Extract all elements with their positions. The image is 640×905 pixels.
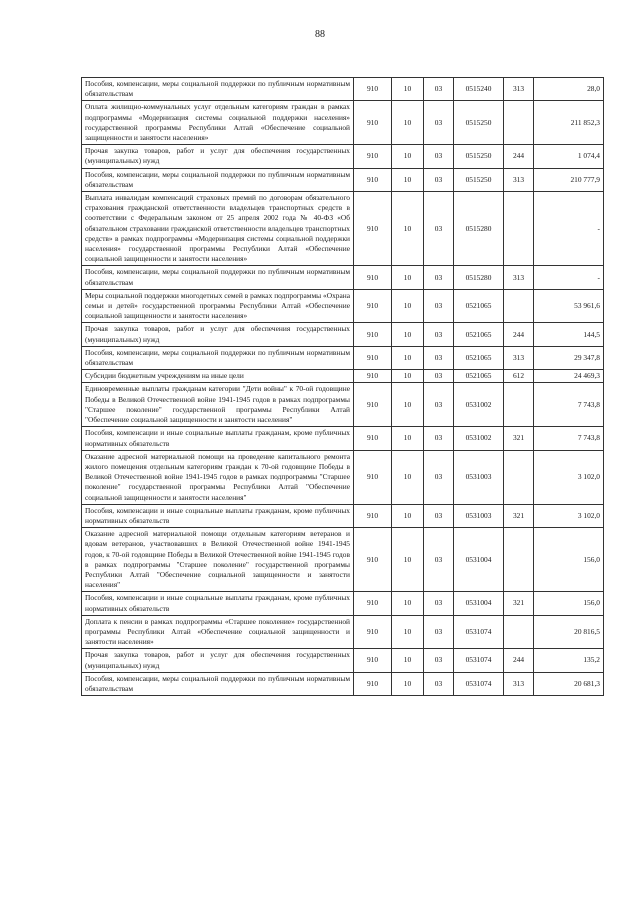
table-row: [82, 672, 604, 695]
row-expense-type-code: [504, 615, 534, 649]
row-ministry-code: 910: [354, 289, 392, 323]
table-row: [82, 383, 604, 427]
row-target-article-code: 0515250: [454, 168, 504, 191]
row-amount: 20 681,3: [534, 672, 604, 695]
row-amount: 28,0: [534, 78, 604, 101]
row-description: Пособия, компенсации, меры социальной поддержки по публичным нормативным обязательствам: [82, 78, 354, 101]
row-target-article-code: 0521065: [454, 289, 504, 323]
row-section-code: 10: [392, 383, 424, 427]
row-description: Доплата к пенсии в рамках подпрограммы «Старшее поколение» государственной программы Республики Алтай «Обеспечение социальной защищенности и занятости населения»: [82, 615, 354, 649]
budget-table: [81, 77, 604, 696]
row-description: Прочая закупка товаров, работ и услуг для обеспечения государственных (муниципальных) нужд: [82, 323, 354, 346]
row-section-code: 10: [392, 370, 424, 383]
row-section-code: 10: [392, 592, 424, 615]
row-subsection-code: 03: [424, 266, 454, 289]
row-amount: 3 102,0: [534, 504, 604, 527]
row-expense-type-code: 244: [504, 145, 534, 168]
row-section-code: 10: [392, 192, 424, 266]
row-subsection-code: 03: [424, 450, 454, 504]
row-expense-type-code: 313: [504, 168, 534, 191]
row-description: Выплата инвалидам компенсаций страховых премий по договорам обязательного страхования гражданской ответственности владельцев транспортных средств в соответствии с Федеральным законом от 25 апреля 2002 года № 40-ФЗ «Об обязательном страховании гражданской ответственности владельцев транспортных средств» в рамках подпрограммы «Модернизация системы социальной поддержки населения» государственной программы Республики Алтай «Обеспечение социальной защищенности и занятости населения»: [82, 192, 354, 266]
table-row: [82, 346, 604, 369]
row-ministry-code: 910: [354, 192, 392, 266]
row-ministry-code: 910: [354, 592, 392, 615]
row-ministry-code: 910: [354, 672, 392, 695]
row-subsection-code: 03: [424, 528, 454, 592]
row-section-code: 10: [392, 615, 424, 649]
row-expense-type-code: 321: [504, 504, 534, 527]
row-expense-type-code: 612: [504, 370, 534, 383]
row-subsection-code: 03: [424, 592, 454, 615]
row-ministry-code: 910: [354, 649, 392, 672]
row-subsection-code: 03: [424, 78, 454, 101]
row-expense-type-code: 244: [504, 323, 534, 346]
row-amount: 135,2: [534, 649, 604, 672]
table-row: [82, 615, 604, 649]
row-amount: 156,0: [534, 528, 604, 592]
table-row: [82, 323, 604, 346]
row-subsection-code: 03: [424, 649, 454, 672]
row-expense-type-code: 321: [504, 592, 534, 615]
row-ministry-code: 910: [354, 615, 392, 649]
row-target-article-code: 0531003: [454, 504, 504, 527]
table-row: [82, 649, 604, 672]
table-row: [82, 192, 604, 266]
row-expense-type-code: 321: [504, 427, 534, 450]
row-section-code: 10: [392, 289, 424, 323]
row-target-article-code: 0521065: [454, 346, 504, 369]
row-description: Пособия, компенсации, меры социальной поддержки по публичным нормативным обязательствам: [82, 168, 354, 191]
row-subsection-code: 03: [424, 370, 454, 383]
row-amount: 210 777,9: [534, 168, 604, 191]
row-target-article-code: 0515250: [454, 101, 504, 145]
row-ministry-code: 910: [354, 370, 392, 383]
row-subsection-code: 03: [424, 192, 454, 266]
table-row: [82, 78, 604, 101]
row-ministry-code: 910: [354, 346, 392, 369]
row-description: Пособия, компенсации, меры социальной поддержки по публичным нормативным обязательствам: [82, 672, 354, 695]
row-section-code: 10: [392, 649, 424, 672]
row-section-code: 10: [392, 145, 424, 168]
row-amount: 20 816,5: [534, 615, 604, 649]
row-amount: 7 743,8: [534, 383, 604, 427]
row-ministry-code: 910: [354, 528, 392, 592]
row-section-code: 10: [392, 323, 424, 346]
row-description: Пособия, компенсации, меры социальной поддержки по публичным нормативным обязательствам: [82, 346, 354, 369]
row-target-article-code: 0531002: [454, 427, 504, 450]
row-description: Прочая закупка товаров, работ и услуг для обеспечения государственных (муниципальных) нужд: [82, 649, 354, 672]
row-description: Меры социальной поддержки многодетных семей в рамках подпрограммы «Охрана семьи и детей» государственной программы Республики Алтай «Обеспечение социальной защищенности и занятости населения»: [82, 289, 354, 323]
table-row: [82, 427, 604, 450]
row-description: Субсидии бюджетным учреждениям на иные цели: [82, 370, 354, 383]
row-ministry-code: 910: [354, 266, 392, 289]
row-target-article-code: 0531004: [454, 528, 504, 592]
table-row: [82, 528, 604, 592]
table-row: [82, 145, 604, 168]
row-section-code: 10: [392, 168, 424, 191]
row-amount: 3 102,0: [534, 450, 604, 504]
row-target-article-code: 0521065: [454, 370, 504, 383]
row-subsection-code: 03: [424, 672, 454, 695]
row-target-article-code: 0531074: [454, 615, 504, 649]
row-subsection-code: 03: [424, 615, 454, 649]
table-row: [82, 370, 604, 383]
row-amount: 1 074,4: [534, 145, 604, 168]
row-subsection-code: 03: [424, 289, 454, 323]
row-subsection-code: 03: [424, 346, 454, 369]
row-section-code: 10: [392, 346, 424, 369]
row-description: Пособия, компенсации, меры социальной поддержки по публичным нормативным обязательствам: [82, 266, 354, 289]
table-row: [82, 289, 604, 323]
row-target-article-code: 0531004: [454, 592, 504, 615]
row-ministry-code: 910: [354, 383, 392, 427]
row-subsection-code: 03: [424, 145, 454, 168]
row-description: Оказание адресной материальной помощи на проведение капитального ремонта жилого помещения отдельным категориям граждан к 70-ой годовщине Победы в Великой Отечественной войне 1941-1945 годов в рамках подпрограммы "Старшее поколение" государственной программы Республики Алтай "Обеспечение социальной защищенности и занятости населения": [82, 450, 354, 504]
row-description: Прочая закупка товаров, работ и услуг для обеспечения государственных (муниципальных) нужд: [82, 145, 354, 168]
row-description: Пособия, компенсации и иные социальные выплаты гражданам, кроме публичных нормативных обязательств: [82, 504, 354, 527]
row-expense-type-code: 244: [504, 649, 534, 672]
row-subsection-code: 03: [424, 323, 454, 346]
row-section-code: 10: [392, 672, 424, 695]
row-expense-type-code: [504, 450, 534, 504]
table-row: [82, 592, 604, 615]
row-ministry-code: 910: [354, 427, 392, 450]
row-target-article-code: 0515240: [454, 78, 504, 101]
row-amount: 144,5: [534, 323, 604, 346]
row-ministry-code: 910: [354, 323, 392, 346]
row-expense-type-code: 313: [504, 672, 534, 695]
row-section-code: 10: [392, 101, 424, 145]
row-amount: 29 347,8: [534, 346, 604, 369]
row-amount: 156,0: [534, 592, 604, 615]
table-row: [82, 450, 604, 504]
row-section-code: 10: [392, 78, 424, 101]
table-body: [82, 78, 604, 696]
row-expense-type-code: 313: [504, 346, 534, 369]
row-description: Пособия, компенсации и иные социальные выплаты гражданам, кроме публичных нормативных обязательств: [82, 427, 354, 450]
row-expense-type-code: 313: [504, 78, 534, 101]
row-ministry-code: 910: [354, 450, 392, 504]
row-ministry-code: 910: [354, 145, 392, 168]
row-subsection-code: 03: [424, 504, 454, 527]
table-row: [82, 101, 604, 145]
row-description: Оплата жилищно-коммунальных услуг отдельным категориям граждан в рамках подпрограммы «Модернизация системы социальной поддержки населения» государственной программы Республики Алтай «Обеспечение социальной защищенности и занятости населения»: [82, 101, 354, 145]
row-subsection-code: 03: [424, 383, 454, 427]
row-expense-type-code: [504, 289, 534, 323]
row-ministry-code: 910: [354, 504, 392, 527]
row-ministry-code: 910: [354, 168, 392, 191]
row-expense-type-code: [504, 101, 534, 145]
row-amount: -: [534, 192, 604, 266]
row-description: Пособия, компенсации и иные социальные выплаты гражданам, кроме публичных нормативных обязательств: [82, 592, 354, 615]
row-subsection-code: 03: [424, 427, 454, 450]
row-section-code: 10: [392, 504, 424, 527]
row-target-article-code: 0531074: [454, 649, 504, 672]
row-target-article-code: 0515280: [454, 192, 504, 266]
page-number: 88: [315, 29, 325, 40]
table-row: [82, 504, 604, 527]
row-expense-type-code: 313: [504, 266, 534, 289]
row-section-code: 10: [392, 427, 424, 450]
row-target-article-code: 0531074: [454, 672, 504, 695]
row-section-code: 10: [392, 528, 424, 592]
row-expense-type-code: [504, 383, 534, 427]
row-ministry-code: 910: [354, 101, 392, 145]
row-subsection-code: 03: [424, 168, 454, 191]
row-amount: 53 961,6: [534, 289, 604, 323]
row-expense-type-code: [504, 528, 534, 592]
row-amount: -: [534, 266, 604, 289]
row-target-article-code: 0521065: [454, 323, 504, 346]
row-target-article-code: 0531002: [454, 383, 504, 427]
row-description: Единовременные выплаты гражданам категории "Дети войны" к 70-ой годовщине Победы в Великой Отечественной войне 1941-1945 годов в рамках подпрограммы "Старшее поколение" государственной программы Республики Алтай "Обеспечение социальной защищенности и занятости населения": [82, 383, 354, 427]
table-row: [82, 266, 604, 289]
row-target-article-code: 0515280: [454, 266, 504, 289]
row-section-code: 10: [392, 450, 424, 504]
row-amount: 24 469,3: [534, 370, 604, 383]
row-target-article-code: 0531003: [454, 450, 504, 504]
row-ministry-code: 910: [354, 78, 392, 101]
row-description: Оказание адресной материальной помощи отдельным категориям ветеранов и вдовам ветеранов, участвовавших в Великой Отечественной войне 1941-1945 годов, к 70-ой годовщине Победы в Великой Отечественной войне 1941-1945 годов в рамках подпрограммы "Старшее поколение" государственной программы Республики Алтай "Обеспечение социальной защищенности и занятости населения": [82, 528, 354, 592]
row-expense-type-code: [504, 192, 534, 266]
table-row: [82, 168, 604, 191]
row-target-article-code: 0515250: [454, 145, 504, 168]
row-amount: 7 743,8: [534, 427, 604, 450]
row-section-code: 10: [392, 266, 424, 289]
row-amount: 211 852,3: [534, 101, 604, 145]
row-subsection-code: 03: [424, 101, 454, 145]
